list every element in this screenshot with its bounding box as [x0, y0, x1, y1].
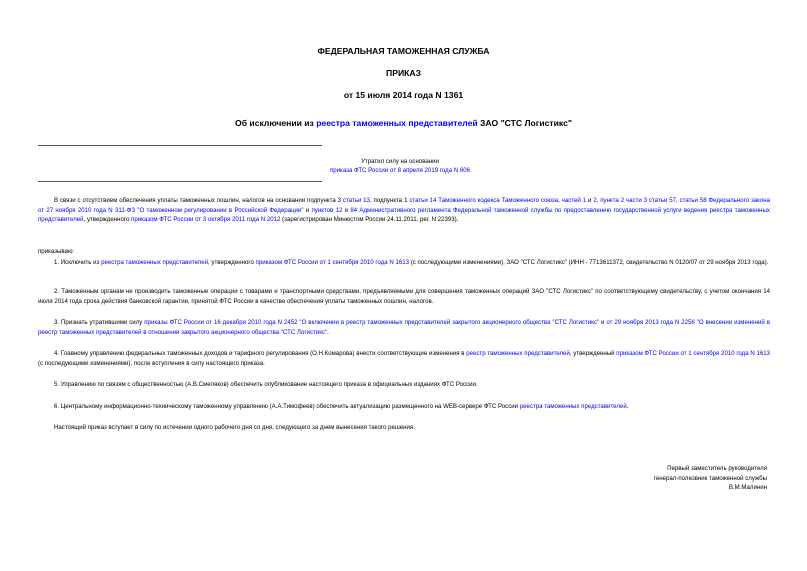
- signature-name: В.М.Малинин: [728, 484, 767, 491]
- signature-position: Первый заместитель руководителя: [667, 465, 767, 472]
- preamble-text: ,: [675, 197, 680, 204]
- item-4-registry-link[interactable]: реестр таможенных представителей: [466, 350, 570, 357]
- article-57-link[interactable]: пункта 2 части 3 статьи 57: [600, 197, 676, 204]
- article-13-link[interactable]: статьи 13: [342, 197, 370, 204]
- item-3-paragraph: [38, 318, 770, 337]
- preamble-text: и: [342, 206, 351, 214]
- item-1-registry-link[interactable]: реестра таможенных представителей: [101, 259, 209, 266]
- item-4-paragraph: [38, 349, 770, 368]
- item-6-registry-link[interactable]: реестра таможенных представителей: [519, 403, 627, 410]
- title-registry-link[interactable]: реестра таможенных представителей: [316, 118, 478, 128]
- part-2-link[interactable]: 2: [593, 197, 597, 204]
- order-word: приказываю:: [38, 248, 75, 255]
- item-text: 4. Главному управлению федеральных таможенных доходов и тарифного регулирования (О.Н.Комарова) внести соответствующие изменения в: [54, 350, 467, 357]
- signature-rank: генерал-полковник таможенной службы: [653, 474, 767, 482]
- preamble-text: ,: [558, 197, 562, 204]
- preamble-text: ,: [596, 197, 601, 204]
- item-text: , утвержденный: [569, 350, 617, 357]
- preamble-text: (зарегистрирован Минюстом России 24.11.2011, рег. N 22393),: [280, 216, 459, 223]
- item-1-paragraph: [38, 258, 770, 268]
- doc-type-heading: ПРИКАЗ: [386, 68, 421, 78]
- lost-force-note: [300, 157, 500, 175]
- federal-law-link[interactable]: статьи 58 Федерального закона от 27 ноября 2010 года N 311-ФЗ "О таможенном регулировании в Российской Федерации": [38, 197, 771, 214]
- order-2012-link[interactable]: приказом ФТС России от 3 октября 2011 года N 2012: [131, 216, 281, 223]
- effective-paragraph: [38, 423, 770, 433]
- date-number-heading: от 15 июля 2014 года N 1361: [343, 90, 464, 100]
- preamble-text: , утвержденного: [83, 216, 132, 223]
- item-3-order-2452-link[interactable]: приказы ФТС России от 16 декабря 2010 года N 2452 "О включении в реестр таможенных представителей закрытого акционерного общества "СТС Логистикс": [144, 319, 600, 326]
- preamble-text: и: [303, 206, 312, 214]
- item-6-paragraph: [38, 402, 770, 412]
- item-text: .: [626, 403, 629, 410]
- item-text: , утвержденного: [208, 259, 256, 266]
- item-2-paragraph: [38, 287, 770, 306]
- item-text: 6. Центральному информационно-техническому таможенному управлению (А.А.Тимофеев) обеспечить актуализацию размещенного на WEB-сервере ФТС России: [54, 403, 520, 410]
- item-text: и: [599, 319, 607, 326]
- signature-block: [507, 464, 767, 493]
- item-text: (с последующими изменениями), ЗАО "СТС Логистикс" (ИНН - 7713611372, свидетельство N 0120/07 от 29 ноября 2013 года).: [409, 259, 769, 266]
- item-1-order-1613-link[interactable]: приказом ФТС России от 1 сентября 2010 года N 1613: [255, 259, 410, 266]
- separator-top: [38, 145, 322, 146]
- lost-force-link[interactable]: приказа ФТС России от 8 апреля 2019 года N 606: [329, 167, 471, 174]
- title-text-pre: Об исключении из: [235, 118, 317, 128]
- item-3-order-2258-link[interactable]: от 29 ноября 2013 года N 2258 "О внесении изменений в реестр таможенных представителей в отношении закрытого акционерного общества "СТС Логистикс": [38, 319, 770, 336]
- item-text: 3. Признать утратившими силу: [54, 319, 145, 326]
- document-title: [0, 118, 807, 129]
- agency-heading: ФЕДЕРАЛЬНАЯ ТАМОЖЕННАЯ СЛУЖБА: [317, 46, 490, 56]
- preamble-text: В связи с отсутствием обеспечения уплаты таможенных пошлин, налогов на основании подпункта 3: [54, 197, 343, 204]
- item-text: 1. Исключить из: [54, 259, 102, 266]
- item-text: 5. Управлению по связям с общественностью (А.В.Смеляков) обеспечить опубликование настоящего приказа в официальных изданиях ФТС России.: [54, 381, 478, 388]
- item-text: (с последующими изменениями), после вступления в силу настоящего приказа.: [38, 359, 265, 367]
- parts-1-link[interactable]: частей 1: [561, 197, 587, 204]
- preamble-text: , подпункта 1: [369, 197, 410, 204]
- item-text: 2. Таможенным органам не производить таможенные операции с товарами и транспортными средствами, предъявляемыми для совершения таможенных операций ЗАО "СТС Логистикс" по соответствующему свидетельству, с учетом окончания 14 июля 2014 года срока действия банковской гарантии, принятой ФТС России в качестве обеспечения уплаты таможенных пошлин, налогов.: [38, 288, 770, 305]
- lost-force-line1: Утратил силу на основании: [361, 158, 439, 165]
- item-text: .: [327, 328, 329, 336]
- separator-bottom: [38, 181, 322, 182]
- item-text: Настоящий приказ вступает в силу по истечении одного рабочего дня со дня, следующего за днем вынесения такого решения.: [54, 424, 415, 431]
- preamble-paragraph: [38, 196, 770, 225]
- title-text-post: ЗАО "СТС Логистикс": [477, 118, 572, 128]
- point-12-link[interactable]: пунктов 12: [311, 206, 343, 214]
- item-5-paragraph: [38, 380, 770, 390]
- item-4-order-1613-link[interactable]: приказом ФТС России от 1 сентября 2010 года N 1613: [616, 350, 770, 357]
- preamble-text: и: [586, 197, 594, 204]
- regulation-link[interactable]: 84 Административного регламента Федеральной таможенной службы по предоставлению государственной услуги ведения реестра таможенных представителей: [38, 206, 770, 223]
- article-14-link[interactable]: статьи 14 Таможенного кодекса Таможенного союза: [409, 197, 559, 204]
